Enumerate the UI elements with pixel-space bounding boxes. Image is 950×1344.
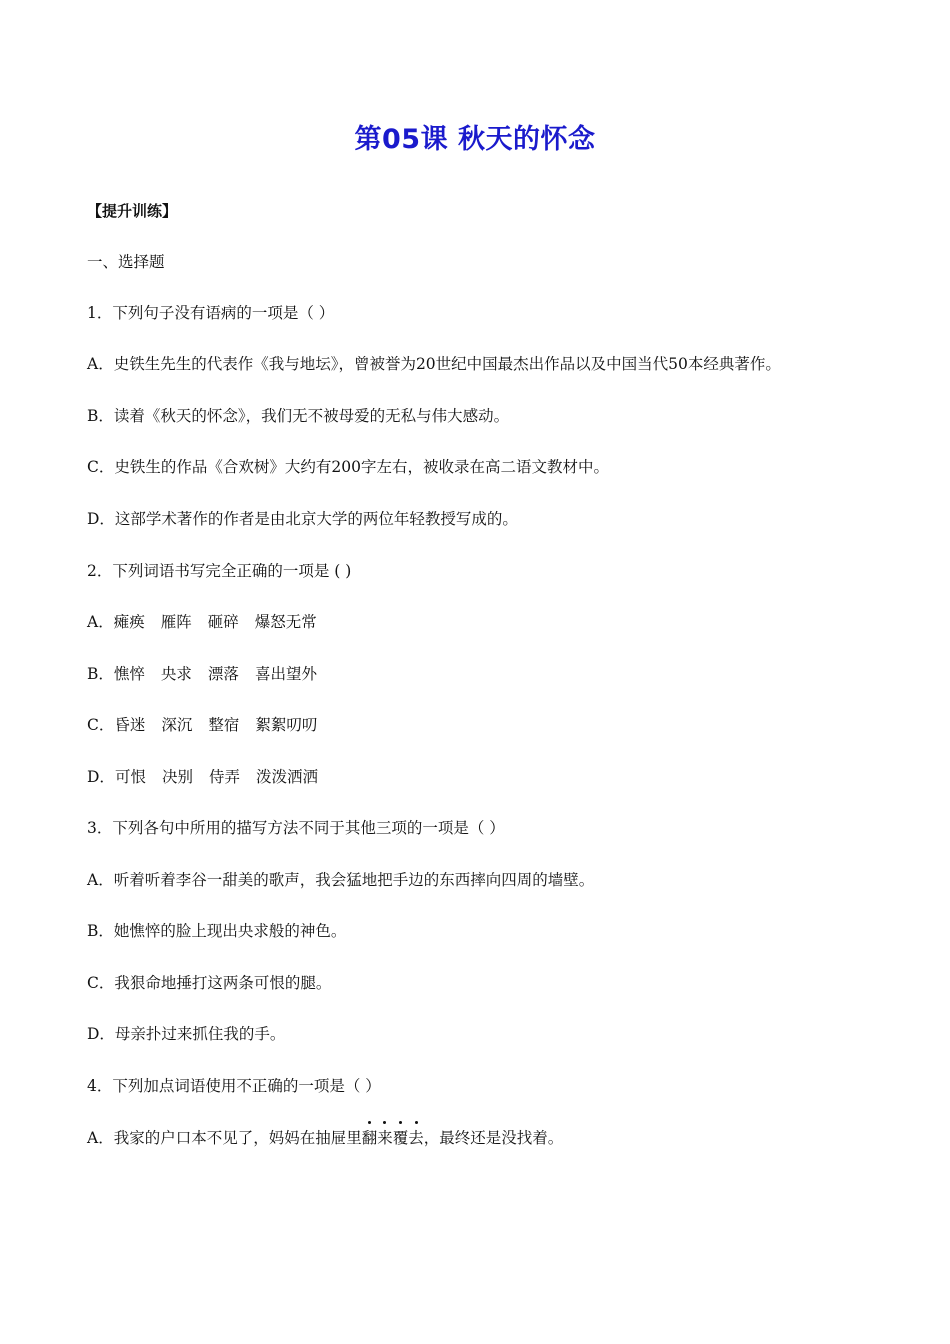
option-letter: D．: [87, 768, 115, 786]
page-title: 第05课 秋天的怀念: [354, 124, 596, 155]
dotted-character: 来: [377, 1129, 393, 1147]
option-letter: C．: [87, 716, 115, 734]
question-2-option-a: [87, 611, 887, 633]
question-3-option-b: B．她憔悴的脸上现出央求般的神色。: [87, 922, 347, 940]
option-word: 泼泼洒洒: [255, 768, 318, 786]
option-word: 絮絮叨叨: [255, 716, 318, 734]
option-letter: B．: [87, 665, 114, 683]
question-1-option-a: A．史铁生先生的代表作《我与地坛》，曾被誉为20世纪中国最杰出作品以及中国当代50本经典著作。: [87, 355, 781, 373]
question-2-option-b: [87, 663, 887, 685]
option-word: 漂落: [207, 665, 239, 683]
question-2-stem: 2．下列词语书写完全正确的一项是 ( ): [87, 562, 352, 580]
option-word: 可恨: [114, 768, 146, 786]
question-1-option-b: B．读着《秋天的怀念》，我们无不被母爱的无私与伟大感动。: [87, 407, 510, 425]
option-text: A．我家的户口本不见了，妈妈在抽屉里: [87, 1129, 362, 1147]
question-3-stem: 3．下列各句中所用的描写方法不同于其他三项的一项是（ ）: [87, 819, 505, 837]
option-letter: A．: [87, 613, 114, 631]
option-word: 侍弄: [208, 768, 240, 786]
part-heading: 一、选择题: [87, 253, 165, 271]
option-text: ，最终还是没找着。: [423, 1129, 564, 1147]
option-word: 昏迷: [114, 716, 146, 734]
dotted-character: 翻: [361, 1129, 378, 1147]
option-word: 央求: [160, 665, 192, 683]
question-3-option-c: C．我狠命地捶打这两条可恨的腿。: [87, 974, 332, 992]
dotted-character: 去: [408, 1129, 424, 1147]
question-4-option-a: [87, 1127, 887, 1149]
question-1-stem: 1．下列句子没有语病的一项是（ ）: [87, 304, 335, 322]
section-label: 【提升训练】: [87, 202, 178, 220]
option-word: 瘫痪: [113, 613, 145, 631]
option-word: 深沉: [161, 716, 193, 734]
dotted-character: 覆: [392, 1129, 409, 1147]
question-2-option-c: [87, 714, 887, 736]
question-1-option-d: D．这部学术著作的作者是由北京大学的两位年轻教授写成的。: [87, 510, 518, 528]
option-word: 喜出望外: [254, 665, 317, 683]
question-1-option-c: C．史铁生的作品《合欢树》大约有200字左右，被收录在高二语文教材中。: [87, 458, 609, 476]
question-4-stem: 4．下列加点词语使用不正确的一项是（ ）: [87, 1077, 381, 1095]
option-word: 爆怒无常: [254, 613, 317, 631]
question-3-option-d: D．母亲扑过来抓住我的手。: [87, 1025, 286, 1043]
option-word: 整宿: [208, 716, 240, 734]
option-word: 砸碎: [207, 613, 239, 631]
question-2-option-d: [87, 766, 887, 788]
question-3-option-a: A．听着听着李谷一甜美的歌声，我会猛地把手边的东西摔向四周的墙壁。: [87, 871, 595, 889]
option-word: 雁阵: [160, 613, 192, 631]
option-word: 憔悴: [113, 665, 145, 683]
option-word: 决别: [161, 768, 193, 786]
